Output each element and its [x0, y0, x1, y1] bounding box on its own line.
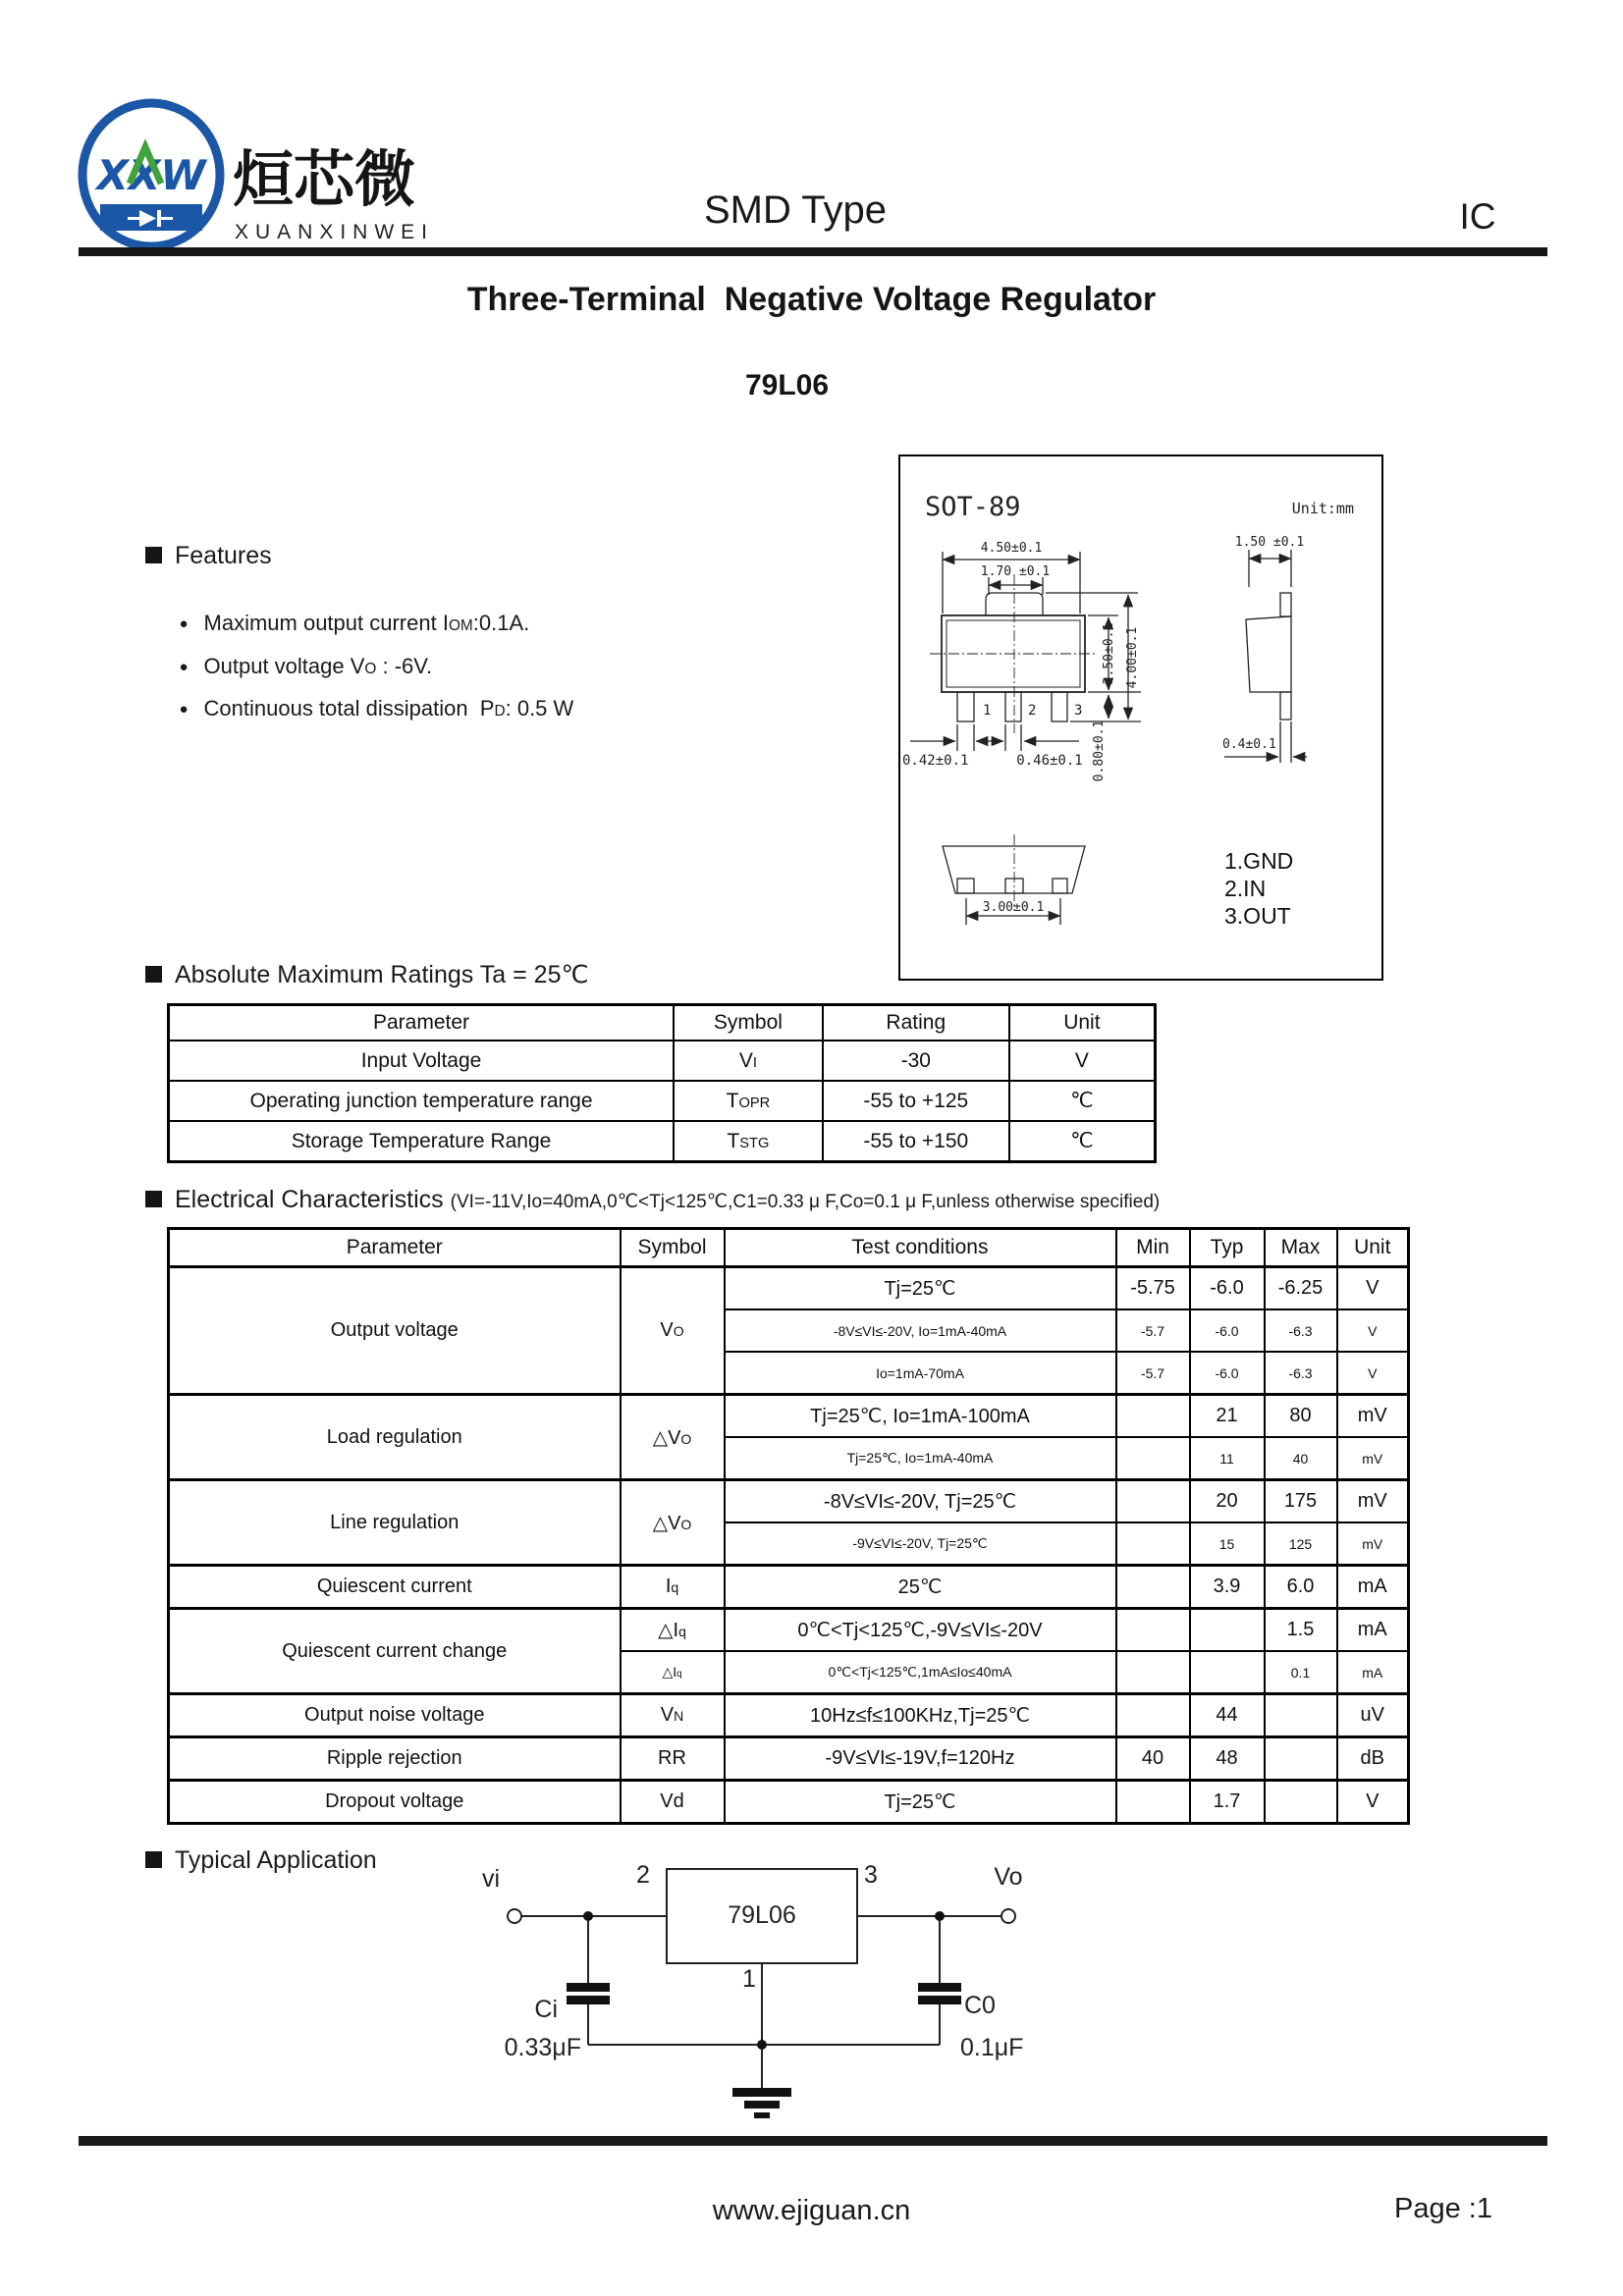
- input-terminal-icon: [508, 1909, 521, 1923]
- table-cell: Io=1mA-70mA: [725, 1352, 1116, 1395]
- table-cell: [1116, 1522, 1190, 1566]
- feature-text: Output voltage VO : -6V.: [203, 654, 433, 678]
- table-cell: Vd: [621, 1781, 725, 1824]
- table-cell: 6.0: [1265, 1566, 1337, 1609]
- brand-en-text: XUANXINWEI: [235, 221, 435, 243]
- table-row: [169, 1041, 1156, 1081]
- package-diagram: [898, 454, 1383, 981]
- table-cell: 80: [1265, 1395, 1337, 1438]
- table-cell: 15: [1190, 1522, 1265, 1566]
- output-terminal-icon: [1001, 1909, 1015, 1923]
- cout-value: 0.1μF: [960, 2034, 1024, 2061]
- table-cell: VI: [674, 1041, 823, 1081]
- dim-tab-width: 1.70 ±0.1: [980, 564, 1051, 579]
- features-heading-label: Features: [175, 542, 272, 569]
- table-cell: 0℃<Tj<125℃,-9V≤VI≤-20V: [725, 1609, 1116, 1652]
- input-capacitor-icon: [567, 1983, 610, 1992]
- table-cell: Operating junction temperature range: [169, 1081, 675, 1121]
- ground-icon: [754, 2112, 770, 2118]
- table-row: [169, 1480, 1409, 1523]
- table-cell: mV: [1337, 1437, 1409, 1480]
- table-cell: -6.0: [1190, 1352, 1265, 1395]
- cin-value: 0.33μF: [504, 2034, 581, 2061]
- feature-item: [155, 670, 573, 747]
- company-logo: [71, 84, 493, 261]
- table-cell: mA: [1337, 1609, 1409, 1652]
- table-cell: Tj=25℃, Io=1mA-40mA: [725, 1437, 1116, 1480]
- table-cell: mV: [1337, 1522, 1409, 1566]
- column-header: Symbol: [621, 1229, 725, 1267]
- table-cell: -6.0: [1190, 1309, 1265, 1352]
- table-cell: Storage Temperature Range: [169, 1121, 675, 1162]
- abs-max-table: [167, 1003, 1157, 1163]
- table-cell: -6.0: [1190, 1267, 1265, 1310]
- table-cell: Line regulation: [169, 1480, 621, 1566]
- table-cell: dB: [1337, 1737, 1409, 1781]
- table-row: [169, 1737, 1409, 1781]
- table-cell: Input Voltage: [169, 1041, 675, 1081]
- dim-pin-width: 0.42±0.1: [902, 753, 969, 769]
- table-cell: TSTG: [674, 1121, 823, 1162]
- table-cell: 40: [1265, 1437, 1337, 1480]
- table-cell: 125: [1265, 1522, 1337, 1566]
- table-row: [169, 1694, 1409, 1737]
- pin3-label: 3: [864, 1861, 878, 1889]
- circuit-symbols: [567, 1911, 961, 2118]
- footer-page-number: Page :1: [1394, 2193, 1492, 2224]
- table-cell: Tj=25℃: [725, 1781, 1116, 1824]
- logo-xxw-text: XXW: [96, 151, 206, 199]
- elec-table-header: [169, 1229, 1409, 1267]
- table-cell: V: [1337, 1267, 1409, 1310]
- table-cell: △Iq: [621, 1609, 725, 1652]
- elec-heading: [145, 1186, 1160, 1214]
- junction-dot: [757, 2040, 767, 2050]
- vin-label: vi: [481, 1865, 501, 1893]
- table-cell: V: [1337, 1309, 1409, 1352]
- elec-heading-label: Electrical Characteristics: [175, 1186, 444, 1213]
- table-cell: [1265, 1694, 1337, 1737]
- dim-side-width: 1.50 ±0.1: [1234, 535, 1305, 550]
- category-label: IC: [1459, 196, 1496, 237]
- junction-dot: [935, 1911, 945, 1921]
- column-header: Min: [1116, 1229, 1190, 1267]
- table-cell: Iq: [621, 1566, 725, 1609]
- pinout-line-gnd: 1.GND: [1224, 848, 1294, 874]
- table-cell: V: [1337, 1781, 1409, 1824]
- abs-max-table-body: [169, 1041, 1156, 1162]
- table-cell: Output noise voltage: [169, 1694, 621, 1737]
- table-cell: [1190, 1651, 1265, 1694]
- cout-label: C0: [964, 1992, 996, 2019]
- table-cell: 40: [1116, 1737, 1190, 1781]
- table-cell: -9V≤VI≤-20V, Tj=25℃: [725, 1522, 1116, 1566]
- dim-pin-length: 0.80±0.1: [1092, 720, 1107, 782]
- table-cell: mV: [1337, 1480, 1409, 1523]
- column-header: Typ: [1190, 1229, 1265, 1267]
- table-cell: -8V≤VI≤-20V, Io=1mA-40mA: [725, 1309, 1116, 1352]
- column-header: Rating: [823, 1005, 1009, 1041]
- table-cell: 1.7: [1190, 1781, 1265, 1824]
- table-row: [169, 1566, 1409, 1609]
- junction-dot: [583, 1911, 593, 1921]
- table-cell: RR: [621, 1737, 725, 1781]
- square-bullet-icon: [145, 1191, 162, 1207]
- column-header: Unit: [1337, 1229, 1409, 1267]
- table-cell: mA: [1337, 1566, 1409, 1609]
- table-cell: Output voltage: [169, 1267, 621, 1395]
- table-cell: TOPR: [674, 1081, 823, 1121]
- vout-label: Vo: [994, 1863, 1023, 1891]
- pin1-label: 1: [742, 1965, 756, 1993]
- table-cell: △VO: [621, 1395, 725, 1480]
- square-bullet-icon: [145, 1851, 162, 1868]
- table-cell: mV: [1337, 1395, 1409, 1438]
- dim-top-width: 4.50±0.1: [980, 541, 1043, 556]
- table-cell: -5.7: [1116, 1352, 1190, 1395]
- features-heading: [145, 542, 272, 570]
- table-cell: 20: [1190, 1480, 1265, 1523]
- table-cell: -55 to +125: [823, 1081, 1009, 1121]
- table-row: [169, 1081, 1156, 1121]
- table-cell: 25℃: [725, 1566, 1116, 1609]
- table-cell: -8V≤VI≤-20V, Tj=25℃: [725, 1480, 1116, 1523]
- table-cell: 10Hz≤f≤100KHz,Tj=25℃: [725, 1694, 1116, 1737]
- table-cell: [1265, 1781, 1337, 1824]
- table-row: [169, 1395, 1409, 1438]
- table-cell: V: [1009, 1041, 1156, 1081]
- abs-max-heading-label: Absolute Maximum Ratings Ta = 25℃: [175, 961, 589, 988]
- square-bullet-icon: [145, 966, 162, 983]
- table-cell: Load regulation: [169, 1395, 621, 1480]
- table-cell: -55 to +150: [823, 1121, 1009, 1162]
- abs-max-heading: [145, 960, 589, 989]
- table-cell: Ripple rejection: [169, 1737, 621, 1781]
- ground-icon: [744, 2101, 780, 2109]
- table-cell: 0℃<Tj<125℃,1mA≤Io≤40mA: [725, 1651, 1116, 1694]
- pin-number-3: 3: [1074, 703, 1083, 719]
- footer-rule: [79, 2136, 1547, 2146]
- header-rule: [79, 247, 1547, 256]
- table-cell: V: [1337, 1352, 1409, 1395]
- unit-label: Unit:mm: [1291, 500, 1354, 517]
- table-cell: [1116, 1651, 1190, 1694]
- doc-type-label: SMD Type: [704, 188, 887, 232]
- elec-conditions: (VI=-11V,Io=40mA,0℃<Tj<125℃,C1=0.33 μ F,Co=0.1 μ F,unless otherwise specified): [450, 1192, 1161, 1212]
- cin-label: Ci: [534, 1996, 558, 2023]
- table-cell: Tj=25℃: [725, 1267, 1116, 1310]
- table-cell: 3.9: [1190, 1566, 1265, 1609]
- table-cell: [1116, 1437, 1190, 1480]
- table-cell: △Iq: [621, 1651, 725, 1694]
- column-header: Parameter: [169, 1229, 621, 1267]
- feature-text: Continuous total dissipation PD: 0.5 W: [203, 696, 574, 721]
- table-cell: -6.3: [1265, 1309, 1337, 1352]
- table-cell: △VO: [621, 1480, 725, 1566]
- typical-application-heading: [145, 1846, 377, 1875]
- table-cell: -9V≤VI≤-19V,f=120Hz: [725, 1737, 1116, 1781]
- table-cell: VN: [621, 1694, 725, 1737]
- table-row: [169, 1267, 1409, 1310]
- table-cell: -6.3: [1265, 1352, 1337, 1395]
- typical-application-label: Typical Application: [175, 1846, 377, 1874]
- chip-label: 79L06: [728, 1901, 796, 1929]
- input-capacitor-icon: [567, 1996, 610, 2004]
- table-cell: [1116, 1480, 1190, 1523]
- table-cell: 48: [1190, 1737, 1265, 1781]
- dim-total-height: 4.00±0.1: [1125, 626, 1140, 689]
- table-cell: [1190, 1609, 1265, 1652]
- column-header: Symbol: [674, 1005, 823, 1041]
- table-cell: Tj=25℃, Io=1mA-100mA: [725, 1395, 1116, 1438]
- table-cell: 175: [1265, 1480, 1337, 1523]
- table-cell: [1116, 1609, 1190, 1652]
- page-title: Three-Terminal Negative Voltage Regulator: [466, 281, 1157, 318]
- table-cell: 21: [1190, 1395, 1265, 1438]
- abs-max-table-header: [169, 1005, 1156, 1041]
- table-cell: -5.75: [1116, 1267, 1190, 1310]
- pinout-line-in: 2.IN: [1224, 876, 1267, 901]
- table-cell: [1116, 1566, 1190, 1609]
- table-row: [169, 1781, 1409, 1824]
- table-cell: 1.5: [1265, 1609, 1337, 1652]
- table-cell: [1265, 1737, 1337, 1781]
- package-name-label: SOT-89: [925, 492, 1021, 522]
- table-cell: [1116, 1694, 1190, 1737]
- feature-text: Maximum output current IOM:0.1A.: [203, 611, 530, 635]
- table-cell: -5.7: [1116, 1309, 1190, 1352]
- table-cell: -6.25: [1265, 1267, 1337, 1310]
- footer-site: www.ejiguan.cn: [712, 2195, 911, 2226]
- table-cell: [1116, 1395, 1190, 1438]
- column-header: Max: [1265, 1229, 1337, 1267]
- table-cell: Quiescent current: [169, 1566, 621, 1609]
- table-cell: 44: [1190, 1694, 1265, 1737]
- table-row: [169, 1609, 1409, 1652]
- table-cell: [1116, 1781, 1190, 1824]
- dim-body-height: 2.50±0.1: [1102, 622, 1116, 685]
- header-row: [169, 1229, 1409, 1267]
- package-side-view: [1224, 550, 1307, 763]
- elec-table: [167, 1227, 1410, 1825]
- column-header: Test conditions: [725, 1229, 1116, 1267]
- pin2-label: 2: [636, 1861, 650, 1889]
- circle-bullet-icon: ●: [179, 659, 189, 675]
- circle-bullet-icon: ●: [179, 701, 189, 718]
- output-capacitor-icon: [918, 1996, 961, 2004]
- dim-bottom-pitch: 3.00±0.1: [982, 900, 1045, 915]
- table-cell: Dropout voltage: [169, 1781, 621, 1824]
- table-cell: 0.1: [1265, 1651, 1337, 1694]
- pin-number-1: 1: [983, 703, 992, 719]
- elec-table-body: [169, 1267, 1409, 1824]
- table-cell: Quiescent current change: [169, 1609, 621, 1694]
- ground-icon: [732, 2088, 791, 2097]
- table-cell: ℃: [1009, 1121, 1156, 1162]
- pin-number-2: 2: [1028, 703, 1037, 719]
- square-bullet-icon: [145, 547, 162, 563]
- circle-bullet-icon: ●: [179, 615, 189, 632]
- dim-side-pin: 0.4±0.1: [1222, 737, 1276, 752]
- package-drawing: [900, 456, 1378, 975]
- brand-cn-text: 烜芯微: [233, 143, 416, 215]
- table-cell: 11: [1190, 1437, 1265, 1480]
- dim-pin-pitch: 0.46±0.1: [1016, 753, 1083, 769]
- header-row: [169, 1005, 1156, 1041]
- application-circuit: [412, 1843, 1100, 2128]
- table-cell: VO: [621, 1267, 725, 1395]
- table-cell: uV: [1337, 1694, 1409, 1737]
- part-number: 79L06: [744, 369, 830, 401]
- table-row: [169, 1121, 1156, 1162]
- table-cell: mA: [1337, 1651, 1409, 1694]
- column-header: Parameter: [169, 1005, 675, 1041]
- table-cell: ℃: [1009, 1081, 1156, 1121]
- table-cell: -30: [823, 1041, 1009, 1081]
- pinout-line-out: 3.OUT: [1224, 903, 1291, 929]
- column-header: Unit: [1009, 1005, 1156, 1041]
- output-capacitor-icon: [918, 1983, 961, 1992]
